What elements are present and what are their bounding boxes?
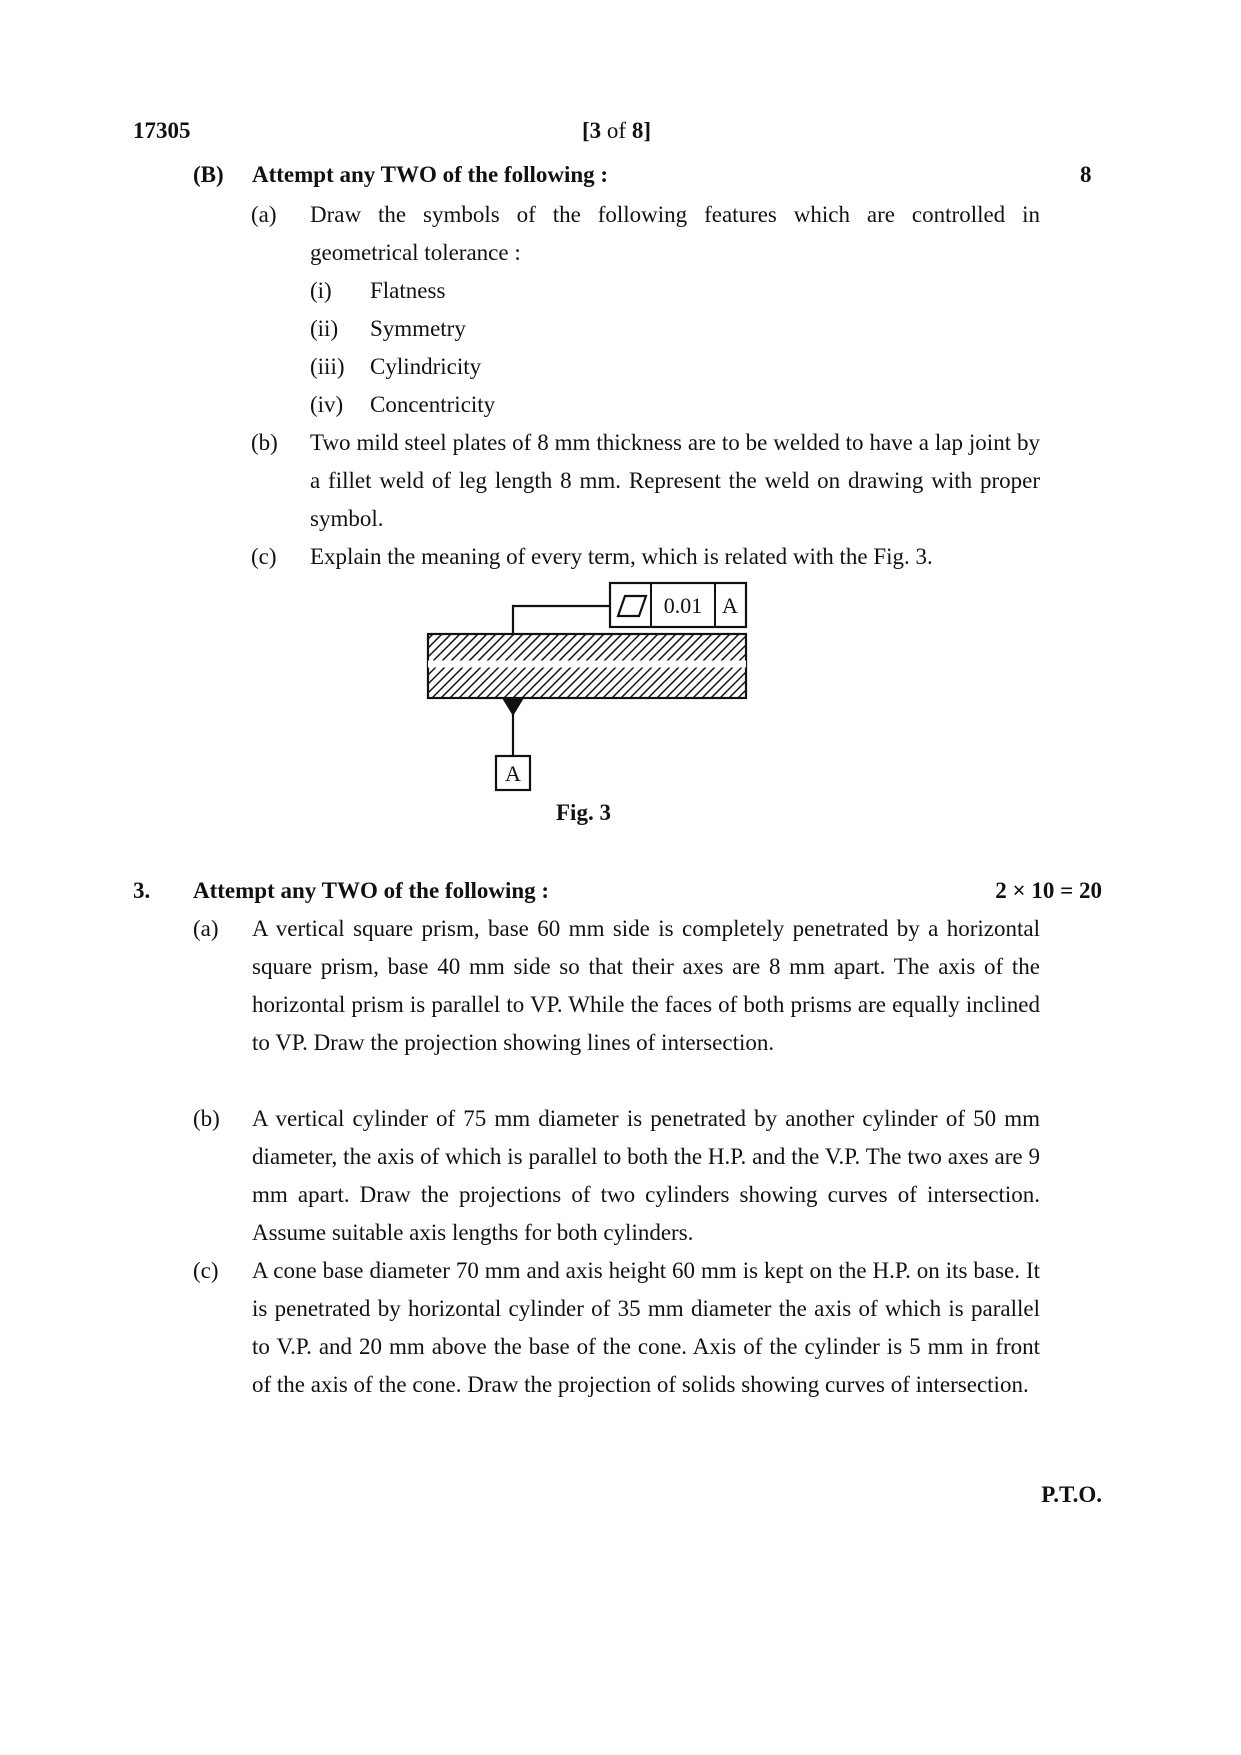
figure-3-drawing bbox=[420, 578, 760, 798]
tolerance-value: 0.01 bbox=[663, 593, 703, 618]
subitem-label: (iv) bbox=[310, 392, 344, 417]
leader-line bbox=[513, 606, 610, 634]
subitem-label: (iii) bbox=[310, 354, 345, 379]
question-b-c-text: Explain the meaning of every term, which is related with the Fig. 3. bbox=[310, 544, 933, 569]
pto-footer: P.T.O. bbox=[1041, 1482, 1102, 1507]
subitem-label: (i) bbox=[310, 278, 332, 303]
page-indicator bbox=[582, 118, 651, 144]
page-total: 8 bbox=[631, 118, 644, 143]
page-number: 3 bbox=[589, 118, 602, 143]
page-bracket-open: [ bbox=[582, 118, 590, 143]
question-b-a-text: Draw the symbols of the following features which are controlled in geometrical tolerance : bbox=[310, 202, 1040, 265]
question-3-title: Attempt any TWO of the following : bbox=[193, 878, 550, 903]
question-b-b-text: Two mild steel plates of 8 mm thickness are to be welded to have a lap joint by a fillet weld of leg length 8 mm. Represent the weld on drawing with proper symbol. bbox=[310, 430, 1040, 531]
question-3-b-label: (b) bbox=[193, 1106, 220, 1131]
question-3-a-label: (a) bbox=[193, 916, 219, 941]
question-3-b-text: A vertical cylinder of 75 mm diameter is penetrated by another cylinder of 50 mm diameter, the axis of which is parallel to both the H.P. and the V.P. The two axes are 9 mm apart. Draw the projections of two cylinders showing curves of intersection. Assume suitable axis lengths for both cylinders. bbox=[252, 1106, 1040, 1245]
question-3-marks: 2 × 10 = 20 bbox=[995, 878, 1102, 903]
figure-3 bbox=[420, 578, 760, 804]
question-b-c-label: (c) bbox=[251, 544, 277, 569]
question-b-a-label: (a) bbox=[251, 202, 277, 227]
hatch-line bbox=[756, 634, 760, 698]
datum-triangle-icon bbox=[502, 698, 524, 716]
page-of: of bbox=[601, 118, 632, 143]
question-3-c-label: (c) bbox=[193, 1258, 219, 1283]
section-b-label: (B) bbox=[193, 162, 224, 187]
question-3-a-text: A vertical square prism, base 60 mm side is completely penetrated by a horizontal square prism, base 40 mm side so that their axes are 8 mm apart. The axis of the horizontal prism is parallel to VP. While the faces of both prisms are equally inclined to VP. Draw the projection showing lines of intersection. bbox=[252, 916, 1040, 1055]
subitem-symmetry: Symmetry bbox=[370, 316, 466, 341]
datum-label: A bbox=[505, 761, 521, 786]
subitem-cylindricity: Cylindricity bbox=[370, 354, 482, 379]
subitem-label: (ii) bbox=[310, 316, 339, 341]
hatch-line bbox=[420, 634, 424, 698]
paper-code: 17305 bbox=[133, 118, 191, 143]
datum-reference: A bbox=[722, 593, 738, 618]
hatch-line bbox=[747, 634, 760, 698]
question-3-number: 3. bbox=[133, 878, 151, 903]
page-bracket-close: ] bbox=[643, 118, 652, 143]
subitem-concentricity: Concentricity bbox=[370, 392, 496, 417]
question-3-c-text: A cone base diameter 70 mm and axis height 60 mm is kept on the H.P. on its base. It is penetrated by horizontal cylinder of 35 mm diameter the axis of which is parallel to V.P. and 20 mm above the base of the cone. Axis of the cylinder is 5 mm in front of the axis of the cone. Draw the projection of solids showing curves of intersection. bbox=[252, 1258, 1040, 1397]
question-b-b-label: (b) bbox=[251, 430, 278, 455]
section-b-title: Attempt any TWO of the following : bbox=[252, 162, 609, 187]
subitem-flatness: Flatness bbox=[370, 278, 446, 303]
section-b-marks: 8 bbox=[1080, 162, 1092, 187]
figure-caption: Fig. 3 bbox=[556, 800, 611, 825]
